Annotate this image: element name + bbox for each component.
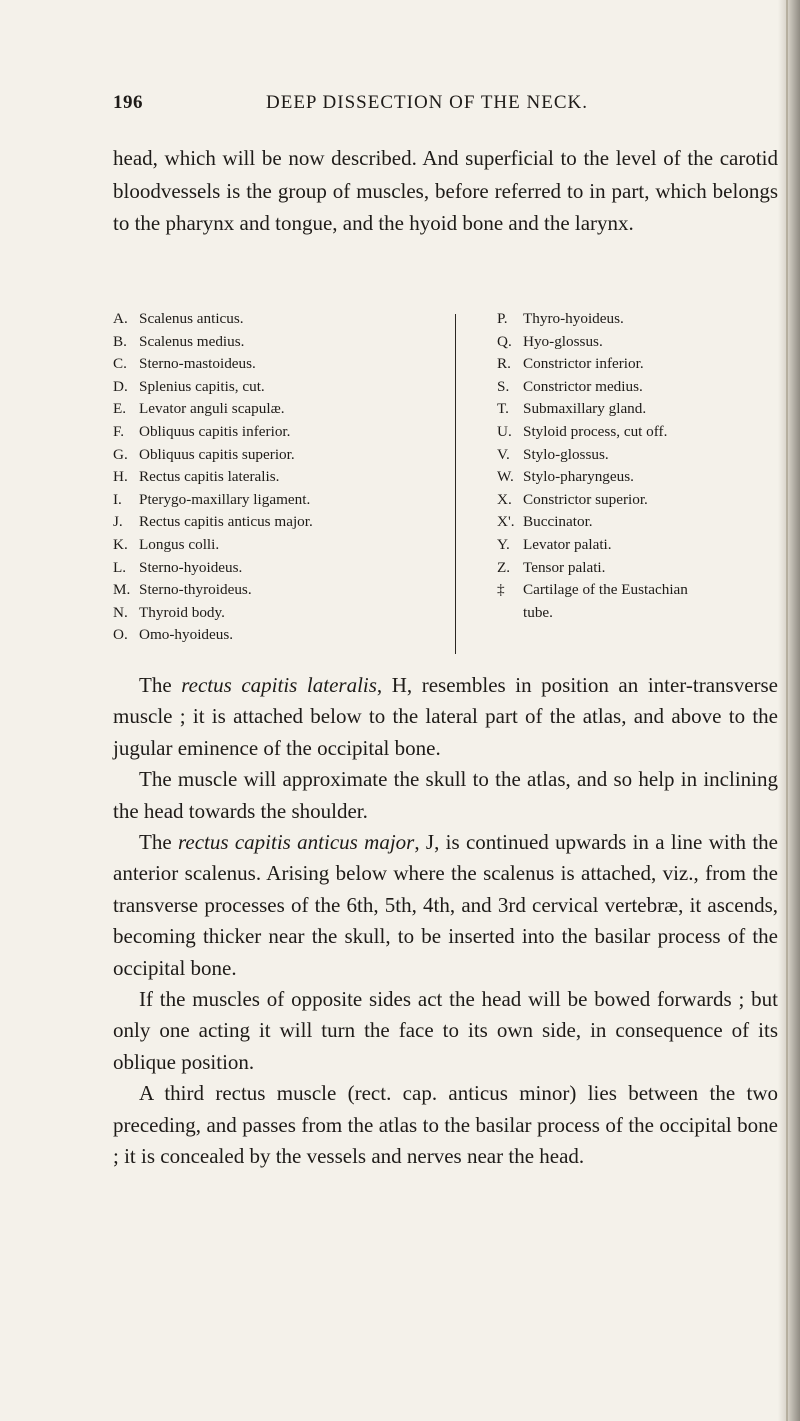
legend-item [113,557,443,580]
legend-item [113,331,443,354]
legend-item [497,444,787,467]
legend-key: D. [113,377,128,395]
running-head [113,92,793,122]
legend-item [497,331,787,354]
legend-label: Stylo-glossus. [523,445,609,463]
legend-key: V. [497,445,510,463]
legend-column-left [113,308,443,647]
legend-item [113,624,443,647]
legend-key: L. [113,558,127,576]
legend-item [497,421,787,444]
legend-label: Thyro-hyoideus. [523,310,624,327]
body-text [113,670,778,1173]
legend-label: Hyo-glossus. [523,332,603,350]
legend-key: U. [497,422,512,440]
legend-label: Splenius capitis, cut. [139,377,265,395]
legend-item [113,489,443,512]
text-run: The [139,673,182,697]
legend-key: R. [497,355,511,373]
legend-key: P. [497,310,508,327]
running-title: DEEP DISSECTION OF THE NECK. [266,92,588,113]
legend-item [497,398,787,421]
legend-key: X'. [497,513,515,531]
legend-item [113,353,443,376]
legend-label: Obliquus capitis inferior. [139,422,291,440]
legend-key: A. [113,310,128,327]
legend-label: Tensor palati. [523,558,606,576]
legend-item [497,489,787,512]
legend-label: Levator palati. [523,535,612,553]
legend-label: Pterygo-maxillary ligament. [139,490,311,508]
legend-item [497,579,787,602]
intro-paragraph: head, which will be now described. And superficial to the level of the carotid bloodvessels is the group of muscles, before referred to in part, which belongs to the pharynx and tongue, and the hyoid bone and the larynx. [113,146,778,236]
legend-item [497,353,787,376]
legend-key: J. [113,513,123,531]
legend-key: B. [113,332,127,350]
paragraph-rectus-capitis-lateralis [113,670,778,764]
legend-key: C. [113,355,127,373]
legend-label: Sterno-thyroideus. [139,581,252,599]
paragraph-opposite-sides: If the muscles of opposite sides act the head will be bowed forwards ; but only one acting it will turn the face to its own side, in consequence of its oblique position. [113,987,778,1074]
binding-shadow [778,0,800,1421]
paragraph-muscle-action: The muscle will approximate the skull to the atlas, and so help in inclining the head towards the shoulder. [113,767,778,823]
legend-key: I. [113,490,122,508]
legend-item [113,602,443,625]
legend-key: F. [113,422,125,440]
legend-label: Omo-hyoideus. [139,626,234,644]
legend-label: Obliquus capitis superior. [139,445,295,463]
italic-term: rectus capitis lateralis [181,673,377,697]
legend-label: Stylo-pharyngeus. [523,468,634,486]
legend-key: M. [113,581,131,599]
page-number: 196 [113,92,143,113]
legend-key: S. [497,377,510,395]
legend-item [113,421,443,444]
legend-item [113,534,443,557]
legend-key: X. [497,490,512,508]
legend-key: Z. [497,558,511,576]
legend-label: Scalenus anticus. [139,310,244,327]
legend-item [497,308,787,331]
legend-key: W. [497,468,514,486]
legend-key: Y. [497,535,510,553]
legend-divider [455,314,456,654]
legend-key: G. [113,445,128,463]
legend-item [113,511,443,534]
legend-key: O. [113,626,128,644]
legend-item [497,376,787,399]
legend-item [497,557,787,580]
legend-item [113,308,443,331]
legend-key: ‡ [497,581,505,599]
legend-label: tube. [523,603,553,621]
legend-label: Sterno-mastoideus. [139,355,256,373]
legend-key: Q. [497,332,512,350]
legend-label: Thyroid body. [139,603,225,621]
legend-label: Longus colli. [139,535,220,553]
legend-item [113,579,443,602]
legend-item [113,444,443,467]
legend-label: Buccinator. [523,513,593,531]
text-run: , H, resembles in position an inter-transverse muscle ; it is attached below to the lateral part of the atlas, and above to the jugular eminence of the occipital bone. [113,673,778,760]
legend-item [113,466,443,489]
legend-item [497,602,787,625]
legend-key: E. [113,400,127,418]
legend-label: Cartilage of the Eustachian [523,581,688,599]
text-run: The [139,830,178,855]
legend-item [113,376,443,399]
legend-column-right [497,308,787,624]
italic-term: rectus capitis anticus major [177,830,415,855]
legend-label: Constrictor superior. [523,490,648,508]
legend-label: Levator anguli scapulæ. [139,400,285,418]
legend-label: Styloid process, cut off. [523,422,668,440]
legend-label: Constrictor medius. [523,377,643,395]
paragraph-rectus-capitis-anticus-major [113,827,778,984]
legend-item [497,534,787,557]
legend-label: Rectus capitis anticus major. [139,513,313,531]
legend-key: H. [113,468,128,486]
legend-key: N. [113,603,128,621]
legend-item [497,466,787,489]
text-run: , J, is continued upwards in a line with the anterior scalenus. Arising below where the scalenus is attached, viz., from the transverse processes of the 6th, 5th, 4th, and 3rd cervical vertebræ, it ascends, becoming thicker near the skull, to be inserted into the basilar process of the occipital bone. [113,830,779,980]
legend-key: K. [113,535,128,553]
legend-label: Submaxillary gland. [523,400,647,418]
figure-legend [113,308,783,708]
legend-label: Scalenus medius. [139,332,245,350]
legend-label: Sterno-hyoideus. [139,558,243,576]
legend-key: T. [497,400,509,418]
paragraph-third-rectus: A third rectus muscle (rect. cap. anticus minor) lies between the two preceding, and passes from the atlas to the basilar process of the occipital bone ; it is concealed by the vessels and nerves near the head. [113,1081,778,1169]
legend-item [113,398,443,421]
legend-label: Constrictor inferior. [523,355,644,373]
legend-item [497,511,787,534]
legend-label: Rectus capitis lateralis. [139,468,280,486]
